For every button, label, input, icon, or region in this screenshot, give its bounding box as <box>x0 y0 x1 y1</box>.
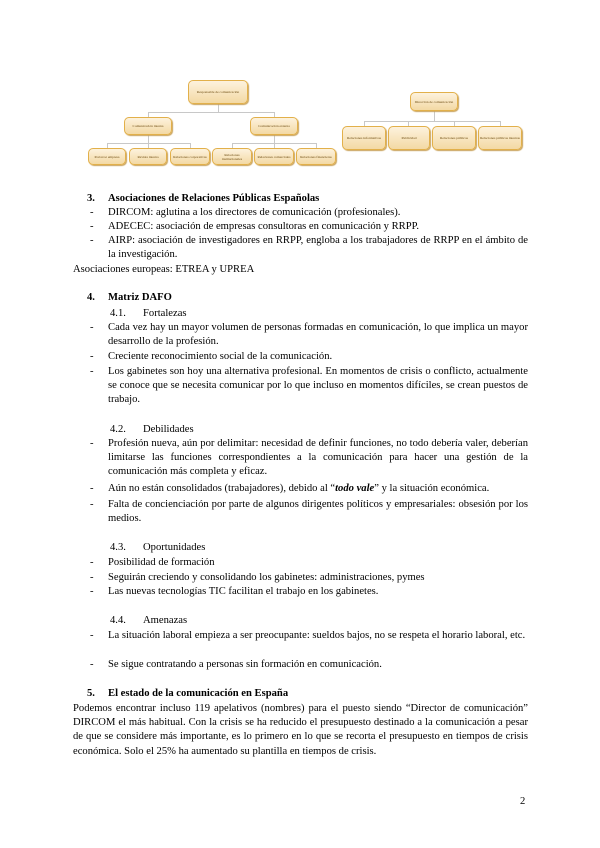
org-box: Revista interna <box>129 148 167 165</box>
org-box: Relaciones informativas <box>342 126 386 150</box>
paragraph: Asociaciones europeas: ETREA y UPREA <box>73 264 255 275</box>
org-box-top: Responsable de comunicación <box>188 80 248 104</box>
page-number: 2 <box>520 796 526 807</box>
org-box: Publicidad <box>388 126 430 150</box>
section-number: 3. <box>87 193 95 204</box>
section-number: 5. <box>87 688 95 699</box>
subsection-title: Oportunidades <box>143 542 206 553</box>
list-item: DIRCOM: aglutina a los directores de comunicación (profesionales). <box>108 207 401 218</box>
section-title: El estado de la comunicación en España <box>108 688 289 699</box>
org-box: Comunicación interna <box>124 117 172 135</box>
subsection-number: 4.3. <box>110 542 126 553</box>
org-box-top: Dirección de comunicación <box>410 92 458 111</box>
org-box: Relaciones públicas internas <box>478 126 522 150</box>
list-item: Creciente reconocimiento social de la comunicación. <box>108 351 333 362</box>
list-item: ADECEC: asociación de empresas consultoras en comunicación y RRPP. <box>108 221 419 232</box>
subsection-title: Fortalezas <box>143 308 187 319</box>
list-item: Cada vez hay un mayor volumen de personas formadas en comunicación, lo que implica un mayor desarrollo de la profesión. <box>108 322 528 348</box>
list-item: Aún no están consolidados (trabajadores), debido al “todo vale” y la situación económica. <box>108 483 490 494</box>
list-item: Falta de concienciación por parte de algunos dirigentes políticos y empresariales: obsesión por los medios. <box>108 499 528 525</box>
subsection-title: Debilidades <box>143 424 194 435</box>
org-box: Relaciones corporativas <box>170 148 210 165</box>
list-item: Profesión nueva, aún por delimitar: necesidad de definir funciones, no todo debería valer, deberían limitarse las funciones correspondientes a la comunicación para hacer una gestión de la comunicación más completa y eficaz. <box>108 438 528 478</box>
subsection-number: 4.2. <box>110 424 126 435</box>
list-item: Las nuevas tecnologías TIC facilitan el trabajo en los gabinetes. <box>108 586 379 597</box>
subsection-number: 4.4. <box>110 615 126 626</box>
org-box: Relaciones institucionales <box>212 148 252 165</box>
org-box: Comunicación externa <box>250 117 298 135</box>
subsection-number: 4.1. <box>110 308 126 319</box>
section-title: Asociaciones de Relaciones Públicas Españolas <box>108 193 320 204</box>
section-title: Matriz DAFO <box>108 292 172 303</box>
org-box: Relaciones financieras <box>296 148 336 165</box>
list-item: Posibilidad de formación <box>108 557 215 568</box>
org-box: Relaciones públicas <box>432 126 476 150</box>
list-item: Se sigue contratando a personas sin formación en comunicación. <box>108 659 382 670</box>
paragraph: Podemos encontrar incluso 119 apelativos (nombres) para el puesto siendo “Director de comunicación” DIRCOM el más habitual. Con la crisis se ha reducido el presupuesto destinado a la comunicación a pesar de que se considere más importante, es lo primero en lo que se recorta el presupuesto en tiempos de crisis económica. Solo el 25% ha aumentado su plantilla en tiempos de crisis. <box>73 703 528 757</box>
subsection-title: Amenazas <box>143 615 188 626</box>
list-item: La situación laboral empieza a ser preocupante: sueldos bajos, no se respeta el horario laboral, etc. <box>108 630 526 641</box>
list-item: Los gabinetes son hoy una alternativa profesional. En momentos de crisis o conflicto, actualmente se conoce que se necesita comunicar por lo que incluso en momentos difíciles, se crean puestos de trabajo. <box>108 366 528 406</box>
org-box: Relaciones comerciales <box>254 148 294 165</box>
org-box: Portavoz empresa <box>88 148 126 165</box>
list-item: AIRP: asociación de investigadores en RRPP, engloba a los trabajadores de RRPP en el ámbito de la investigación. <box>108 235 528 261</box>
section-number: 4. <box>87 292 95 303</box>
list-item: Seguirán creciendo y consolidando los gabinetes: administraciones, pymes <box>108 572 425 583</box>
